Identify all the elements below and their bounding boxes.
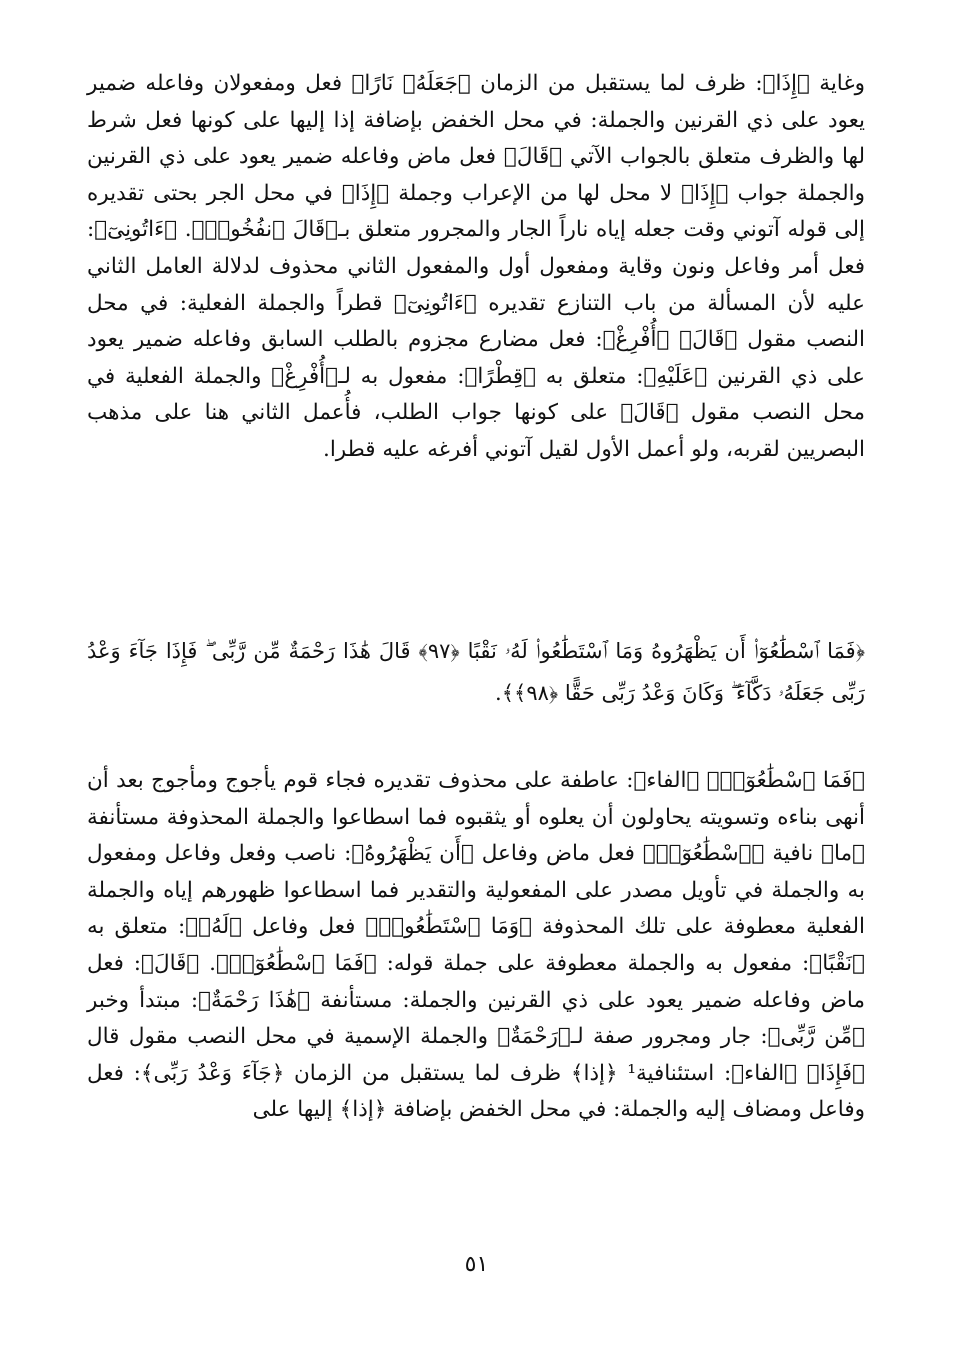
paragraph-grammar-analysis-1: وغاية ﴿إِذَا﴾: ظرف لما يستقبل من الزمان ﴿جَعَلَهُۥ نَارًا﴾ فعل ومفعولان وفاعله ضمير يعود على ذي القرنين والجملة: في محل الخفض بإضافة إذا إليها على كونها فعل شرط لها والظرف متعلق بالجواب الآتي ﴿قَالَ﴾ فعل ماض وفاعله ضمير يعود على ذي القرنين والجملة جواب ﴿إِذَا﴾ لا محل لها من الإعراب وجملة ﴿إِذَا﴾ في محل الجر بحتى تقديره إلى قوله آتوني وقت جعله إياه ناراً الجار والمجرور متعلق بـ﴿قَالَ ٱنفُخُوا۟﴾. ﴿ءَاتُونِىٓ﴾: فعل أمر وفاعل ونون وقاية ومفعول أول والمفعول الثاني محذوف لدلالة العامل الثاني عليه لأن المسألة من باب التنازع تقديره ﴿ءَاتُونِىٓ﴾ قطراً والجملة الفعلية: في محل النصب مقول ﴿قَالَ﴾ ﴿أُفْرِغْ﴾: فعل مضارع مجزوم بالطلب السابق وفاعله ضمير يعود على ذي القرنين ﴿عَلَيْهِ﴾: متعلق به ﴿قِطْرًا﴾: مفعول به لـ﴿أُفْرِغْ﴾ والجملة الفعلية في محل النصب مقول ﴿قَالَ﴾ على كونها جواب الطلب، فأُعمل الثاني هنا على مذهب البصريين لقربه، ولو أعمل الأول لقيل آتوني أفرغه عليه قطرا. bbox=[87, 71, 865, 462]
paragraph-grammar-analysis-2: ﴿فَمَا ٱسْطَٰعُوٓا۟﴾ ﴿الفاء﴾: عاطفة على محذوف تقديره فجاء قوم يأجوج ومأجوج بعد أن أنهى بناءه وتسويته يحاولون أن يعلوه أو يثقبوه فما اسطاعوا والجملة المحذوفة مستأنفة ﴿ما﴾ نافية ﴿ٱسْطَٰعُوٓا۟﴾ فعل ماض وفاعل ﴿أَن يَظْهَرُوهُ﴾: ناصب وفعل وفاعل ومفعول به والجملة في تأويل مصدر على المفعولية والتقدير فما اسطاعوا ظهورهم إياه والجملة الفعلية معطوفة على تلك المحذوفة ﴿وَمَا ٱسْتَطَٰعُوا۟﴾ فعل وفاعل ﴿لَهُۥ﴾: متعلق به ﴿نَقْبًا﴾: مفعول به والجملة معطوفة على جملة قوله: ﴿فَمَا ٱسْطَٰعُوٓا۟﴾. ﴿قَالَ﴾: فعل ماض وفاعله ضمير يعود على ذي القرنين والجملة: مستأنفة ﴿هَٰذَا رَحْمَةٌ﴾: مبتدأ وخبر ﴿مِّن رَّبِّى﴾: جار ومجرور صفة لـ﴿رَحْمَةٌ﴾ والجملة الإسمية في محل النصب مقول قال ﴿فَإِذَا﴾ ﴿الفاء﴾: استئنافية¹ ﴿إذا﴾ ظرف لما يستقبل من الزمان ﴿جَآءَ وَعْدُ رَبِّى﴾: فعل وفاعل ومضاف إليه والجملة: في محل الخفض بإضافة ﴿إذا﴾ إليها على bbox=[87, 768, 865, 1123]
quran-verse-block: ﴿فَمَا ٱسْطَٰعُوٓا۟ أَن يَظْهَرُوهُ وَمَا ٱسْتَطَٰعُوا۟ لَهُۥ نَقْبًا ﴿٩٧﴾ قَالَ هَٰذَا رَحْمَةٌ مِّن رَّبِّى ۖ فَإِذَا جَآءَ وَعْدُ رَبِّى جَعَلَهُۥ دَكَّآءَ ۖ وَكَانَ وَعْدُ رَبِّى حَقًّا ﴿٩٨﴾﴾. bbox=[87, 639, 865, 705]
page-number: ٥١ bbox=[464, 1252, 489, 1277]
